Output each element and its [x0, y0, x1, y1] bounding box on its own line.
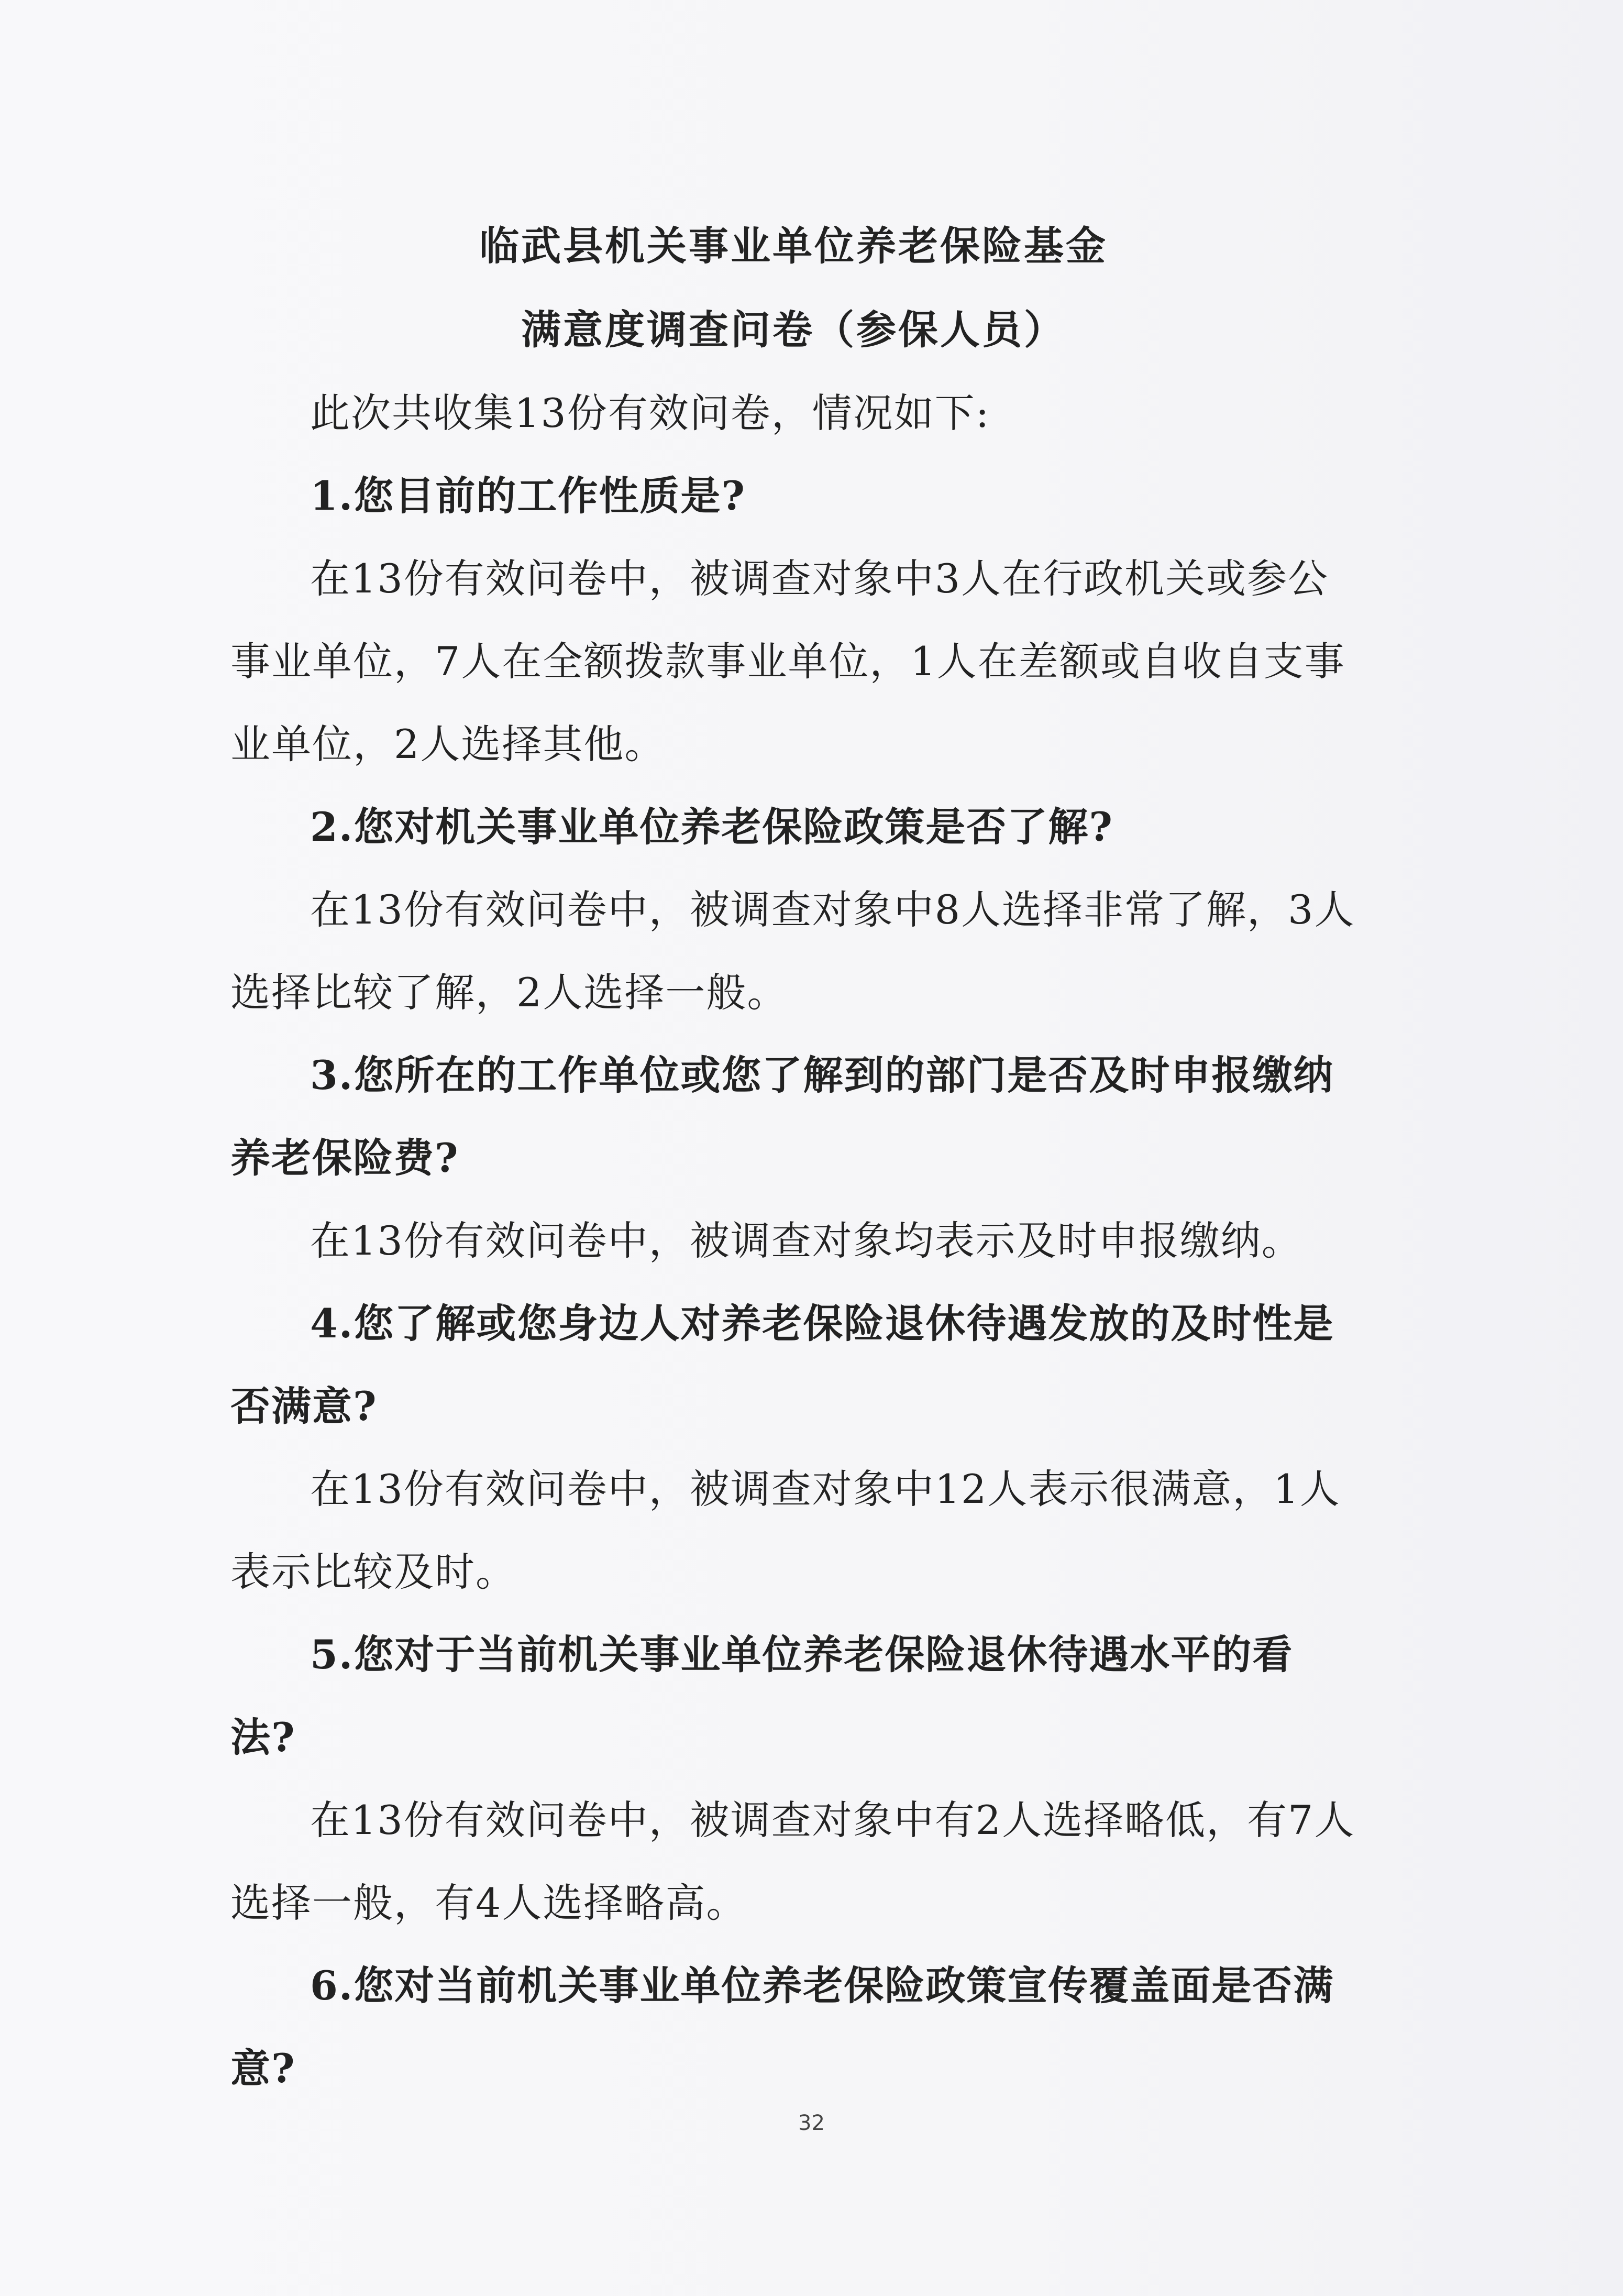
page-number: 32: [798, 2111, 825, 2135]
intro-paragraph: 此次共收集13份有效问卷，情况如下:: [310, 390, 990, 436]
question-2: 2.您对机关事业单位养老保险政策是否了解?: [310, 804, 1113, 850]
answer-5: 在13份有效问卷中，被调查对象中有2人选择略低，有7人选择一般，有4人选择略高。: [230, 1797, 1355, 1926]
question-6: 6.您对当前机关事业单位养老保险政策宣传覆盖面是否满意?: [230, 1962, 1334, 2092]
question-3: 3.您所在的工作单位或您了解到的部门是否及时申报缴纳养老保险费?: [230, 1052, 1334, 1181]
answer-3: 在13份有效问卷中，被调查对象均表示及时申报缴纳。: [310, 1217, 1302, 1264]
answer-4: 在13份有效问卷中，被调查对象中12人表示很满意，1人表示比较及时。: [230, 1466, 1341, 1595]
question-1: 1.您目前的工作性质是?: [310, 473, 746, 519]
answer-1: 在13份有效问卷中，被调查对象中3人在行政机关或参公事业单位，7人在全额拨款事业单位，1人在差额或自收自支事业单位，2人选择其他。: [230, 555, 1345, 767]
question-5: 5.您对于当前机关事业单位养老保险退休待遇水平的看法?: [230, 1631, 1294, 1761]
document-title-line-1: 临武县机关事业单位养老保险基金: [479, 223, 1108, 269]
question-4: 4.您了解或您身边人对养老保险退休待遇发放的及时性是否满意?: [230, 1300, 1334, 1430]
document-body: [230, 204, 1356, 2110]
answer-2: 在13份有效问卷中，被调查对象中8人选择非常了解，3人选择比较了解，2人选择一般。: [230, 886, 1355, 1016]
document-title-line-2: 满意度调查问卷（参保人员）: [521, 306, 1066, 353]
